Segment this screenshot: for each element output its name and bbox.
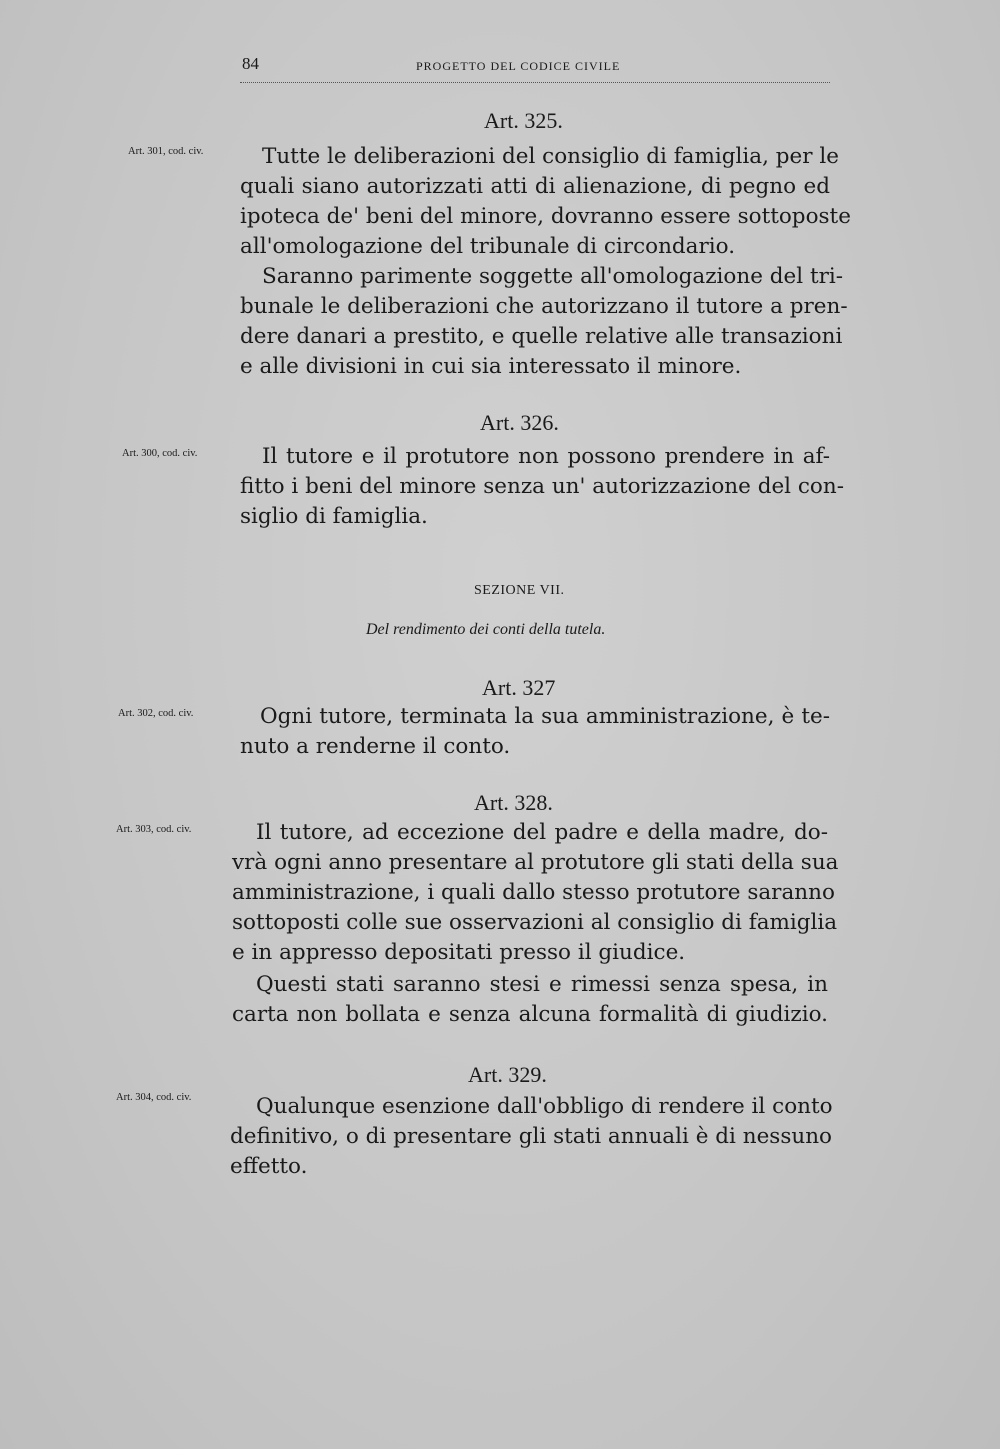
section-subtitle: Del rendimento dei conti della tutela. — [366, 621, 606, 638]
text-line: Tutte le deliberazioni del consiglio di famiglia, per le — [262, 144, 839, 169]
text-line: Qualunque esenzione dall'obbligo di rendere il conto — [256, 1094, 833, 1119]
article-title: Art. 329. — [468, 1062, 547, 1087]
text-line: quali siano autorizzati atti di alienazione, di pegno ed — [240, 174, 830, 199]
article-title: Art. 328. — [474, 790, 553, 815]
article-title: Art. 327 — [482, 675, 556, 700]
article-paragraph — [232, 818, 839, 968]
text-line: sottoposti colle sue osservazioni al consiglio di famiglia — [232, 910, 838, 935]
article-title: Art. 325. — [484, 108, 563, 133]
text-line: Questi stati saranno stesi e rimessi senza spesa, in — [256, 972, 828, 997]
page-number: 84 — [242, 54, 259, 73]
text-line: nuto a renderne il conto. — [240, 734, 511, 759]
margin-reference: Art. 304, cod. civ. — [116, 1092, 192, 1103]
text-line: fitto i beni del minore senza un' autorizzazione del con- — [240, 474, 844, 499]
page-header — [240, 52, 830, 83]
article-paragraph — [230, 1092, 833, 1182]
text-line: ipoteca de' beni del minore, dovranno essere sottoposte — [240, 204, 851, 229]
article-paragraph — [240, 142, 851, 262]
article-paragraph — [240, 442, 844, 532]
text-line: dere danari a prestito, e quelle relative alle transazioni — [240, 324, 843, 349]
margin-reference: Art. 302, cod. civ. — [118, 708, 194, 719]
running-title: PROGETTO DEL CODICE CIVILE — [416, 59, 621, 73]
article-paragraph — [232, 970, 828, 1030]
text-line: vrà ogni anno presentare al protutore gli stati della sua — [232, 850, 839, 875]
article-title: Art. 326. — [480, 410, 559, 435]
text-line: e alle divisioni in cui sia interessato il minore. — [240, 354, 742, 379]
text-line: Il tutore, ad eccezione del padre e della madre, do- — [256, 820, 828, 845]
text-line: carta non bollata e senza alcuna formalità di giudizio. — [232, 1002, 828, 1027]
text-line: e in appresso depositati presso il giudice. — [232, 940, 686, 965]
text-line: bunale le deliberazioni che autorizzano il tutore a pren- — [240, 294, 848, 319]
text-line: Ogni tutore, terminata la sua amministrazione, è te- — [260, 704, 830, 729]
text-line: definitivo, o di presentare gli stati annuali è di nessuno — [230, 1124, 832, 1149]
text-line: all'omologazione del tribunale di circondario. — [240, 234, 736, 259]
text-line: siglio di famiglia. — [240, 504, 428, 529]
margin-reference: Art. 303, cod. civ. — [116, 824, 192, 835]
section-heading: SEZIONE VII. — [474, 583, 565, 598]
text-line: effetto. — [230, 1154, 308, 1179]
margin-reference: Art. 300, cod. civ. — [122, 448, 198, 459]
article-paragraph — [240, 702, 830, 762]
article-paragraph — [240, 262, 848, 382]
text-line: amministrazione, i quali dallo stesso protutore saranno — [232, 880, 835, 905]
margin-reference: Art. 301, cod. civ. — [128, 146, 204, 157]
text-line: Saranno parimente soggette all'omologazione del tri- — [262, 264, 844, 289]
text-line: Il tutore e il protutore non possono prendere in af- — [262, 444, 830, 469]
